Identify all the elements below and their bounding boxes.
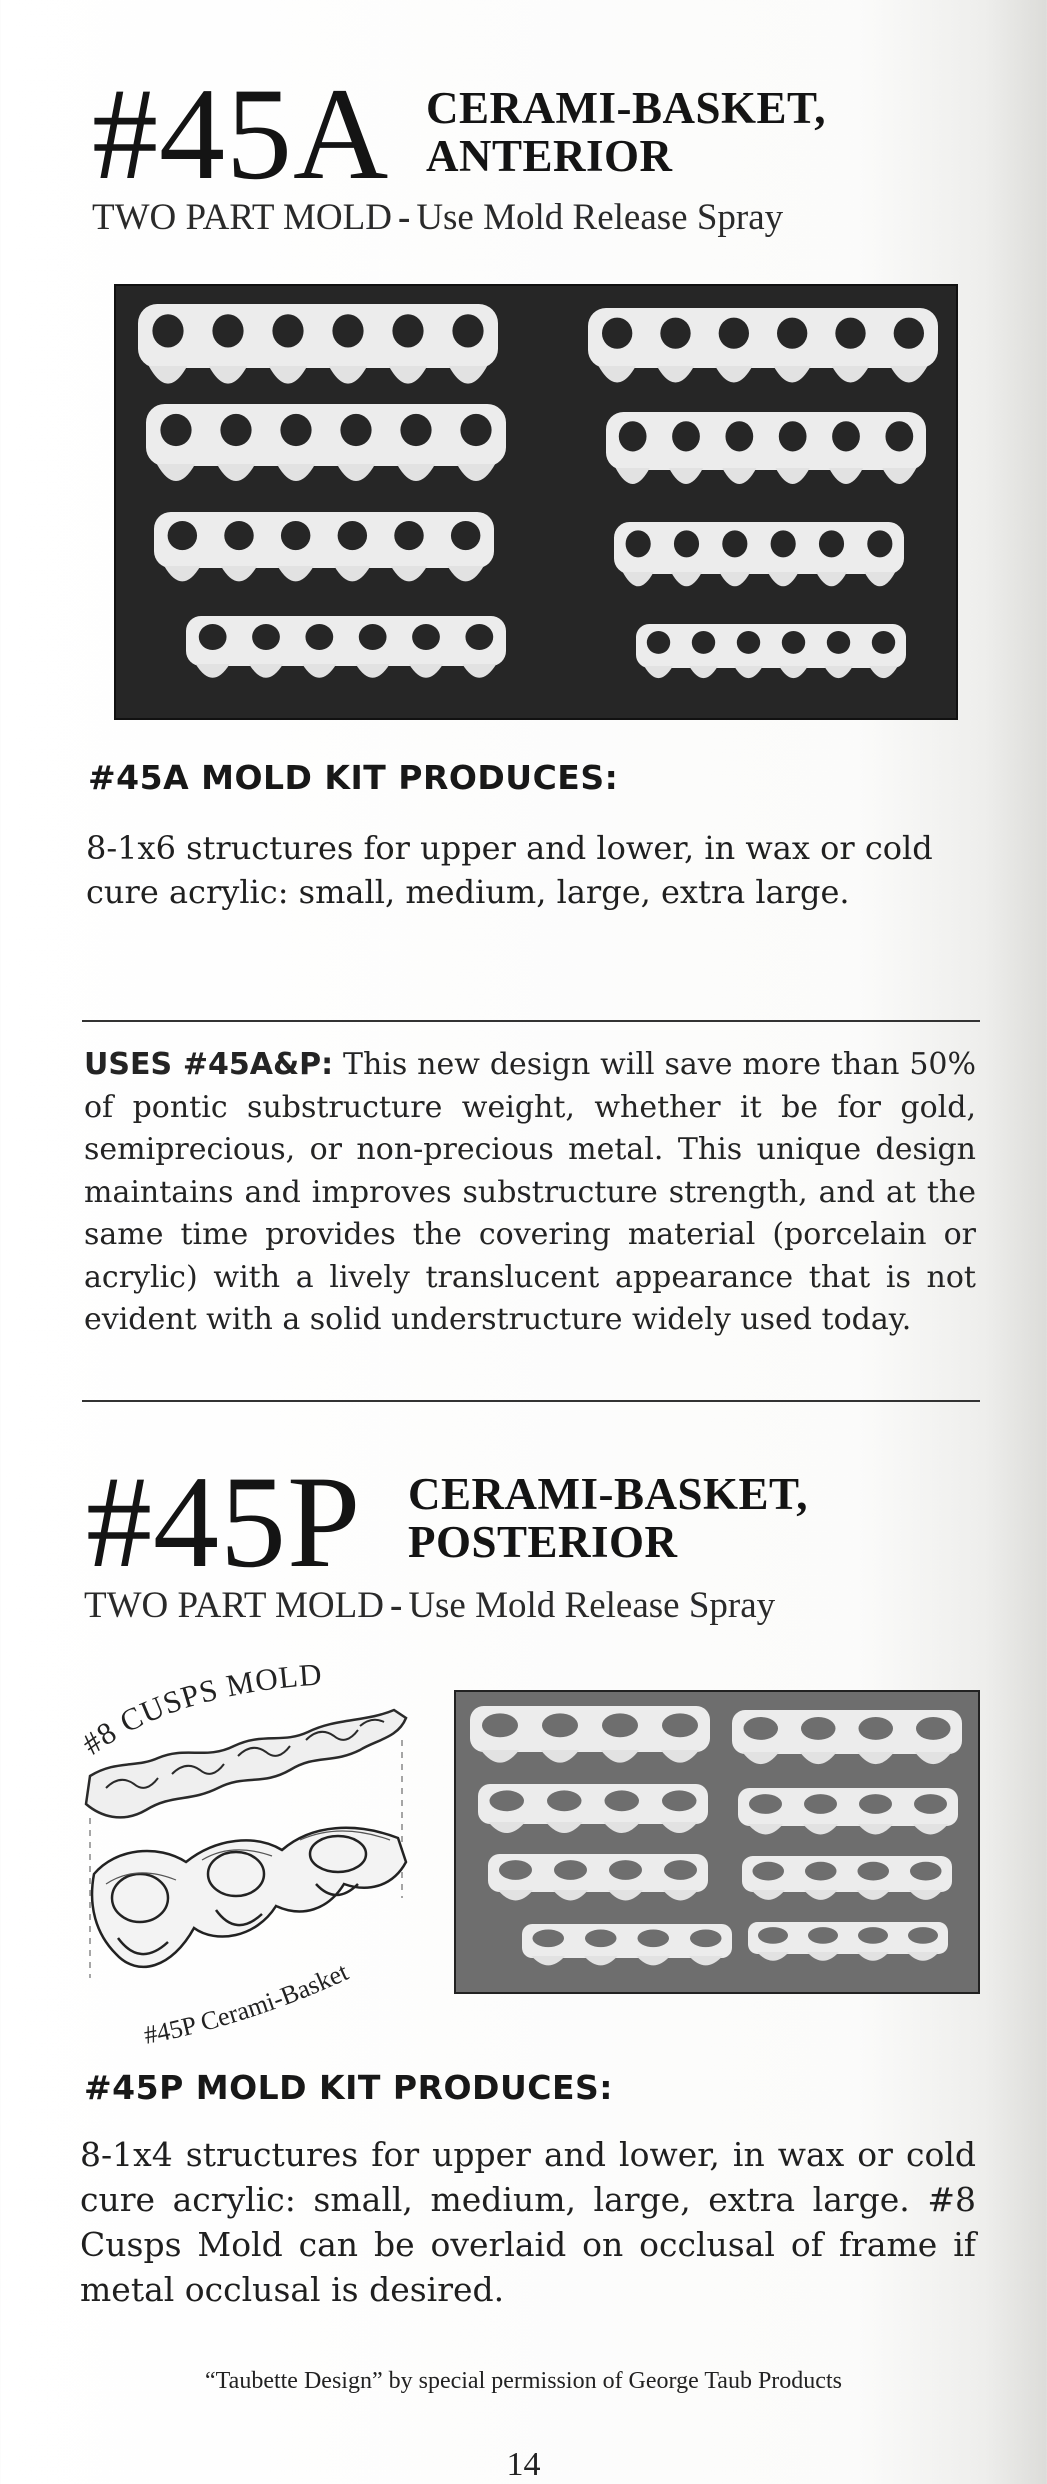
product-code-45p: #45P bbox=[86, 1448, 362, 1595]
basket-frame bbox=[138, 304, 498, 384]
basket-frame bbox=[614, 522, 904, 586]
uses-label: USES #45A&P: bbox=[84, 1047, 334, 1082]
basket-frame bbox=[470, 1706, 710, 1763]
basket-frame bbox=[154, 512, 494, 581]
basket-frame bbox=[636, 624, 906, 678]
basket-frame bbox=[588, 308, 938, 383]
uses-body: This new design will save more than 50% of pontic substructure weight, whether it be for gold, semiprecious, or non-precious metal. This unique design maintains and improves substructure strength, and at the same time provides the covering material (porcelain or acrylic) with a lively translucent appearance that is not evident with a solid understructure widely used today. bbox=[84, 1047, 976, 1337]
mold-type: TWO PART MOLD bbox=[92, 197, 392, 238]
basket-label: #45P Cerami-Basket bbox=[141, 1957, 353, 2048]
divider-bottom bbox=[82, 1400, 980, 1402]
cusps-mold-label: #8 CUSPS MOLD bbox=[76, 1656, 324, 1762]
basket-frame bbox=[186, 616, 506, 678]
kit-description-45p: 8-1x4 structures for upper and lower, in wax or cold cure acrylic: small, medium, large, extra large. #8 Cusps Mold can be overlaid on occlusal of frame if metal occlusal is desired. bbox=[80, 2135, 976, 2309]
uses-paragraph bbox=[84, 1044, 976, 1342]
basket-frame bbox=[742, 1856, 952, 1900]
basket-frame bbox=[606, 412, 926, 484]
basket-frame bbox=[478, 1784, 708, 1833]
divider-top bbox=[82, 1020, 980, 1022]
product-title-45p bbox=[408, 1470, 808, 1566]
anterior-baskets-photo bbox=[114, 284, 958, 720]
product-title-45a bbox=[426, 84, 826, 180]
kit-heading-45a: #45A MOLD KIT PRODUCES: bbox=[88, 758, 619, 797]
design-credit: “Taubette Design” by special permission of George Taub Products bbox=[205, 2368, 842, 2394]
separator: - bbox=[389, 1585, 403, 1626]
page-number: 14 bbox=[506, 2446, 541, 2483]
title-line-2: ANTERIOR bbox=[426, 131, 673, 181]
product-code-45a: #45A bbox=[92, 60, 390, 207]
mold-type: TWO PART MOLD bbox=[84, 1585, 384, 1626]
posterior-baskets-photo bbox=[454, 1690, 980, 1994]
basket-frame bbox=[748, 1922, 948, 1961]
basket-frame bbox=[738, 1788, 958, 1834]
kit-description-45a: 8-1x6 structures for upper and lower, in wax or cold cure acrylic: small, medium, large, extra large. bbox=[86, 829, 933, 911]
basket-frame bbox=[522, 1924, 732, 1965]
basket-frame bbox=[488, 1854, 708, 1900]
kit-heading-45p: #45P MOLD KIT PRODUCES: bbox=[84, 2068, 613, 2107]
separator: - bbox=[397, 197, 411, 238]
mold-instruction: Use Mold Release Spray bbox=[416, 197, 784, 238]
basket-frame bbox=[732, 1710, 962, 1764]
basket-frame bbox=[146, 404, 506, 481]
cusps-mold-drawing bbox=[76, 1648, 426, 2048]
mold-subtitle-45a bbox=[92, 196, 783, 239]
title-line-1: CERAMI-BASKET, bbox=[408, 1469, 808, 1519]
title-line-2: POSTERIOR bbox=[408, 1517, 678, 1567]
mold-subtitle-45p bbox=[84, 1584, 775, 1627]
line-drawing-art bbox=[76, 1648, 426, 2048]
mold-instruction: Use Mold Release Spray bbox=[408, 1585, 776, 1626]
title-line-1: CERAMI-BASKET, bbox=[426, 83, 826, 133]
